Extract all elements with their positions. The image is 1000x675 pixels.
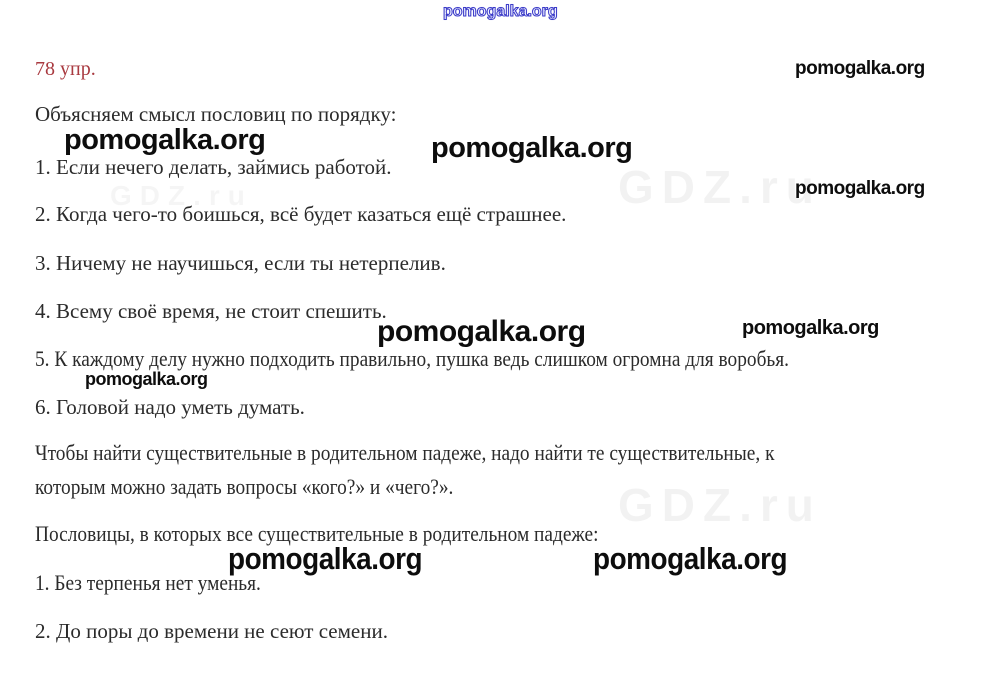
proverb-meaning-item: 3. Ничему не научишься, если ты нетерпелив. [35,251,446,275]
proverbs-heading: Пословицы, в которых все существительные в родительном падеже: [35,521,599,546]
proverb-meaning-item: 4. Всему своё время, не стоит спешить. [35,299,387,323]
site-watermark-outline: pomogalka.org [443,3,558,20]
proverb-meaning-item: 6. Головой надо уметь думать. [35,395,305,419]
site-watermark: pomogalka.org [377,315,586,348]
proverb-meaning-item: 5. К каждому делу нужно подходить правильно, пушка ведь слишком огромна для воробья. [35,346,789,371]
faint-background-watermark: GDZ.ru [618,161,822,213]
site-watermark: pomogalka.org [742,317,879,339]
explanation-text: Чтобы найти существительные в родительном падеже, надо найти те существительные, к [35,440,775,465]
faint-background-watermark: GDZ.ru [618,479,822,531]
exercise-number-label: 78 упр. [35,58,96,80]
explanation-text: которым можно задать вопросы «кого?» и «чего?». [35,474,454,499]
site-watermark: pomogalka.org [593,541,788,576]
site-watermark: pomogalka.org [795,58,925,79]
site-watermark: pomogalka.org [795,178,925,199]
proverb-meaning-item: 1. Если нечего делать, займись работой. [35,155,392,179]
site-watermark: pomogalka.org [228,541,423,576]
proverb-meaning-item: 2. Когда чего-то боишься, всё будет казаться ещё страшнее. [35,202,567,226]
site-watermark: pomogalka.org [85,369,208,389]
intro-heading: Объясняем смысл пословиц по порядку: [35,102,397,126]
site-watermark: pomogalka.org [431,132,633,164]
answer-item: 2. До поры до времени не сеют семени. [35,619,388,643]
answer-item: 1. Без терпенья нет уменья. [35,570,261,595]
site-watermark: pomogalka.org [64,124,266,156]
